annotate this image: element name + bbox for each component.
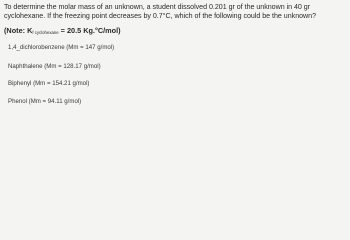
question-line-2: cyclohexane. If the freezing point decreases by 0.7°C, which of the following could be the unknown? [4, 12, 316, 21]
question-text [4, 3, 348, 22]
option-label: 1,4_dichlorobenzene (Mm = 147 g/mol) [8, 44, 115, 51]
answer-option[interactable] [4, 56, 154, 74]
note-prefix: (Note: K [4, 26, 33, 35]
answer-option[interactable] [4, 74, 154, 92]
constant-note [4, 26, 121, 35]
question-line-1: To determine the molar mass of an unknown, a student dissolved 0.201 gr of the unknown in 40 gr [4, 3, 311, 11]
note-subscript: f cyclohexane [32, 30, 59, 35]
answer-option[interactable] [4, 38, 154, 56]
option-label: Biphenyl (Mm = 154.21 g/mol) [8, 80, 90, 88]
answer-options [4, 38, 154, 111]
option-label: Naphthalene (Mm = 128.17 g/mol) [8, 63, 101, 71]
option-label: Phenol (Mm = 94.11 g/mol) [8, 97, 82, 105]
note-suffix: = 20.5 Kg.°C/mol) [58, 26, 121, 35]
answer-option[interactable] [4, 93, 154, 111]
